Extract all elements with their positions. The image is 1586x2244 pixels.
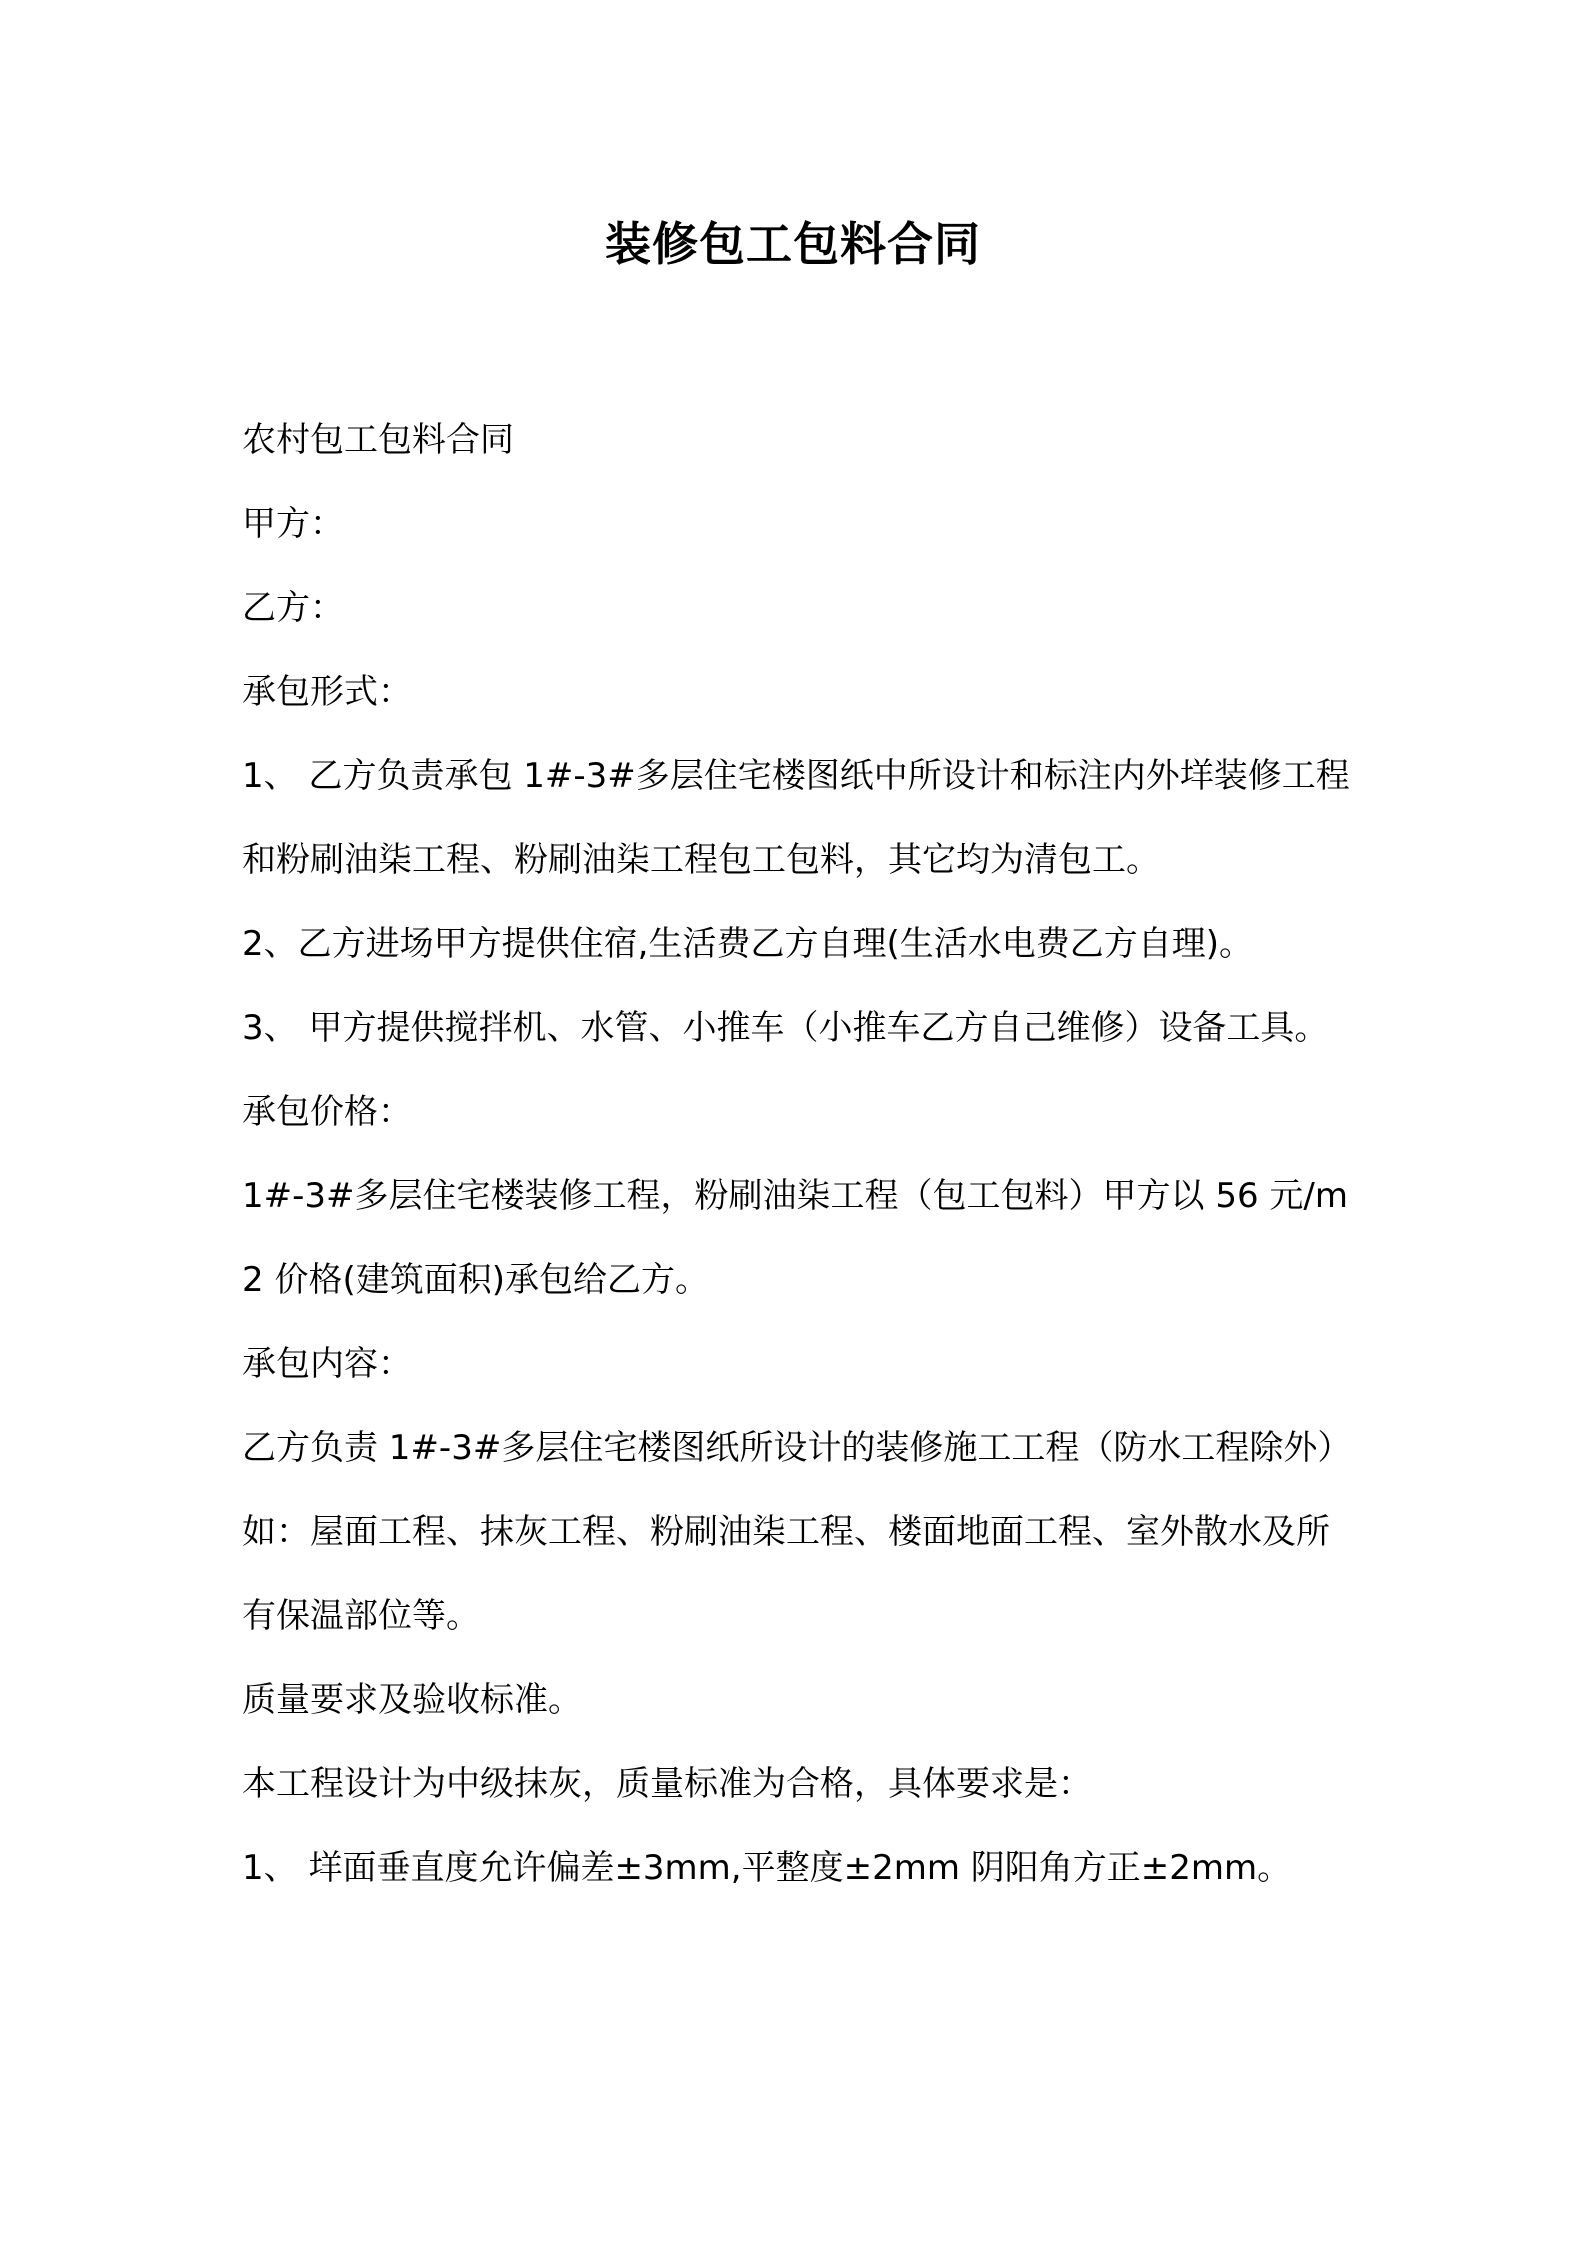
contract-content-text: 乙方负责 1#-3#多层住宅楼图纸所设计的装修施工工程（防水工程除外）如：屋面工程、抹灰工程、粉刷油柒工程、楼面地面工程、室外散水及所有保温部位等。: [242, 1428, 1352, 1636]
quality-intro-text: 本工程设计为中级抹灰，质量标准为合格，具体要求是：: [242, 1764, 1092, 1804]
section-heading-contract-price: 承包价格：: [242, 1092, 412, 1132]
section-heading-contract-content: 承包内容：: [242, 1344, 412, 1384]
contract-form-item-2: 2、乙方进场甲方提供住宿,生活费乙方自理(生活水电费乙方自理)。: [242, 924, 1253, 964]
subtitle: 农村包工包料合同: [242, 420, 514, 460]
document-title: 装修包工包料合同: [605, 217, 981, 271]
party-a-line: 甲方：: [242, 504, 344, 544]
section-heading-contract-form: 承包形式：: [242, 672, 412, 712]
contract-form-item-1: 1、 乙方负责承包 1#-3#多层住宅楼图纸中所设计和标注内外垟装修工程和粉刷油柒工程、粉刷油柒工程包工包料，其它均为清包工。: [242, 756, 1350, 880]
contract-form-item-3: 3、 甲方提供搅拌机、水管、小推车（小推车乙方自己维修）设备工具。: [242, 1008, 1329, 1048]
party-b-line: 乙方：: [242, 588, 344, 628]
document-body: [242, 398, 1362, 1910]
quality-item-1: 1、 垟面垂直度允许偏差±3mm,平整度±2mm 阴阳角方正±2mm。: [242, 1848, 1292, 1888]
contract-price-text: 1#-3#多层住宅楼装修工程，粉刷油柒工程（包工包料）甲方以 56 元/m2 价格(建筑面积)承包给乙方。: [242, 1176, 1348, 1300]
section-heading-quality: 质量要求及验收标准。: [242, 1680, 582, 1720]
